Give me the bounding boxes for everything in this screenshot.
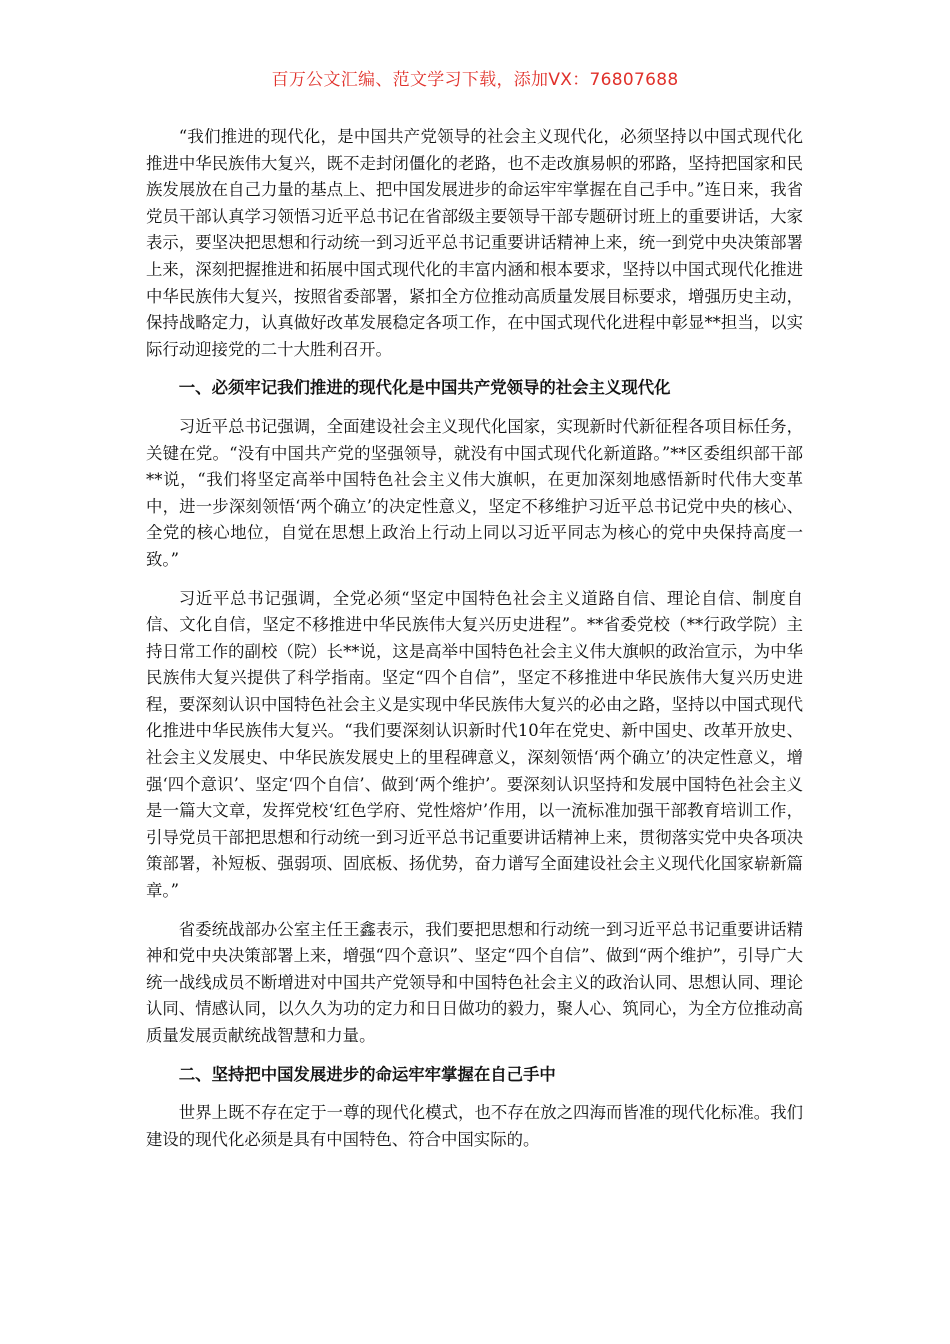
body-paragraph: 习近平总书记强调，全面建设社会主义现代化国家，实现新时代新征程各项目标任务，关键在党。“没有中国共产党的坚强领导，就没有中国式现代化新道路。”**区委组织部干部**说，“我们将坚定高举中国特色社会主义伟大旗帜，在更加深刻地感悟新时代伟大变革中，进一步深刻领悟‘两个确立’的决定性意义，坚定不移维护习近平总书记党中央的核心、全党的核心地位，自觉在思想上政治上行动上同以习近平同志为核心的党中央保持高度一致。” — [146, 416, 803, 569]
section-heading-1: 一、必须牢记我们推进的现代化是中国共产党领导的社会主义现代化 — [178, 378, 671, 398]
body-paragraph: 习近平总书记强调，全党必须“坚定中国特色社会主义道路自信、理论自信、制度自信、文化自信，坚定不移推进中华民族伟大复兴历史进程”。**省委党校（**行政学院）主持日常工作的副校（院）长**说，这是高举中国特色社会主义伟大旗帜的政治宣示，为中华民族伟大复兴提供了科学指南。坚定“四个自信”，坚定不移推进中华民族伟大复兴历史进程，要深刻认识中国特色社会主义是实现中华民族伟大复兴的必由之路，坚持以中国式现代化推进中华民族伟大复兴。“我们要深刻认识新时代10年在党史、新中国史、改革开放史、社会主义发展史、中华民族发展史上的里程碑意义，深刻领悟‘两个确立’的决定性意义，增强‘四个意识’、坚定‘四个自信’、做到‘两个维护’。要深刻认识坚持和发展中国特色社会主义是一篇大文章，发挥党校‘红色学府、党性熔炉’作用，以一流标准加强干部教育培训工作，引导党员干部把思想和行动统一到习近平总书记重要讲话精神上来，贯彻落实党中央各项决策部署，补短板、强弱项、固底板、扬优势，奋力谱写全面建设社会主义现代化国家崭新篇章。” — [146, 588, 803, 901]
body-paragraph: 世界上既不存在定于一尊的现代化模式，也不存在放之四海而皆准的现代化标准。我们建设的现代化必须是具有中国特色、符合中国实际的。 — [146, 1103, 803, 1149]
body-paragraph: 省委统战部办公室主任王鑫表示，我们要把思想和行动统一到习近平总书记重要讲话精神和党中央决策部署上来，增强“四个意识”、坚定“四个自信”、做到“两个维护”，引导广大统一战线成员不断增进对中国共产党领导和中国特色社会主义的政治认同、思想认同、理论认同、情感认同，以久久为功的定力和日日做功的毅力，聚人心、筑同心，为全方位推动高质量发展贡献统战智慧和力量。 — [146, 919, 803, 1045]
document-body — [146, 124, 803, 1165]
intro-paragraph: “我们推进的现代化，是中国共产党领导的社会主义现代化，必须坚持以中国式现代化推进中华民族伟大复兴，既不走封闭僵化的老路，也不走改旗易帜的邪路，坚持把国家和民族发展放在自己力量的基点上、把中国发展进步的命运牢牢掌握在自己手中。”连日来，我省党员干部认真学习领悟习近平总书记在省部级主要领导干部专题研讨班上的重要讲话，大家表示，要坚决把思想和行动统一到习近平总书记重要讲话精神上来，统一到党中央决策部署上来，深刻把握推进和拓展中国式现代化的丰富内涵和根本要求，坚持以中国式现代化推进中华民族伟大复兴，按照省委部署，紧扣全方位推动高质量发展目标要求，增强历史主动，保持战略定力，认真做好改革发展稳定各项工作，在中国式现代化进程中彰显**担当，以实际行动迎接党的二十大胜利召开。 — [146, 127, 803, 359]
section-heading-2: 二、坚持把中国发展进步的命运牢牢掌握在自己手中 — [178, 1064, 556, 1084]
watermark-banner: 百万公文汇编、范文学习下载，添加VX：76807688 — [271, 70, 679, 90]
